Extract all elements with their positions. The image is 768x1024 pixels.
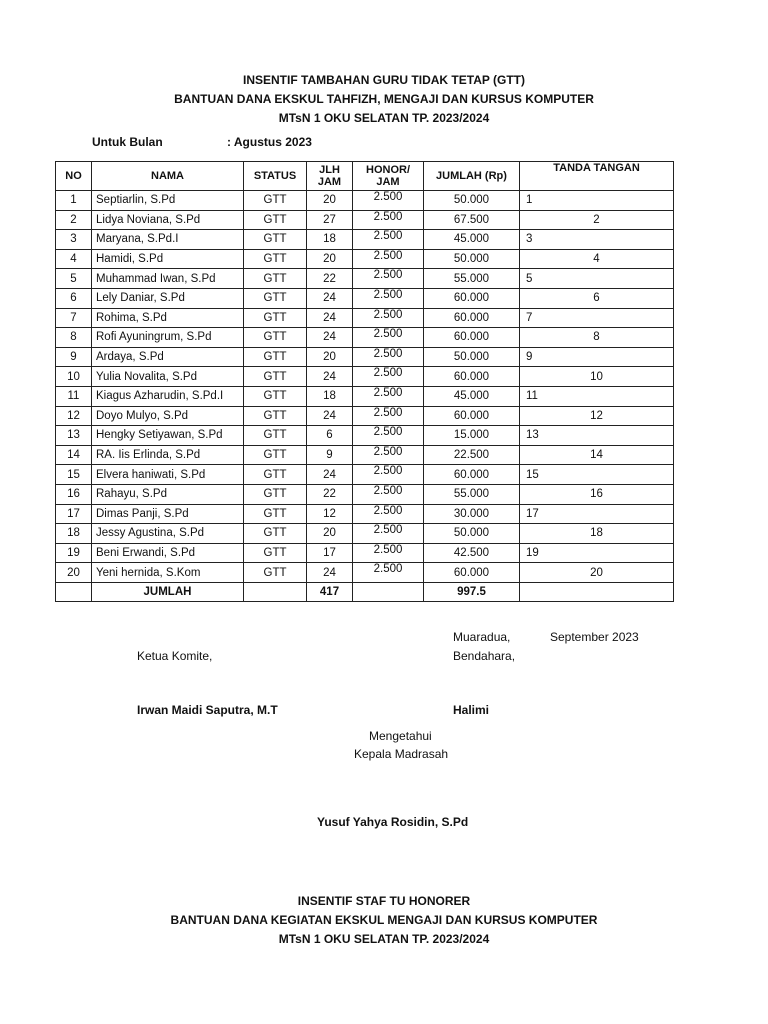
cell-status: GTT [244,249,307,269]
cell-nama: Lely Daniar, S.Pd [92,288,244,308]
table-row [56,328,674,348]
cell-honor: 2.500 [353,524,424,544]
cell-jam: 20 [307,191,353,211]
table-row [56,308,674,328]
table-row [56,347,674,367]
header-no: NO [56,162,92,191]
cell-no: 12 [56,406,92,426]
cell-no: 1 [56,191,92,211]
cell-nama: Beni Erwandi, S.Pd [92,543,244,563]
cell-nama: Rahayu, S.Pd [92,484,244,504]
month-value: : Agustus 2023 [227,135,312,149]
table-row [56,524,674,544]
cell-jumlah: 30.000 [424,504,520,524]
cell-jam: 24 [307,367,353,387]
cell-status: GTT [244,524,307,544]
cell-nama: RA. Iis Erlinda, S.Pd [92,445,244,465]
cell-jam: 22 [307,269,353,289]
total-honor-cell [353,582,424,602]
cell-tanda-tangan: 6 [520,288,674,308]
header-jam-line2: JAM [317,176,342,188]
cell-no: 18 [56,524,92,544]
cell-no: 4 [56,249,92,269]
cell-jam: 22 [307,484,353,504]
table-row [56,465,674,485]
cell-jam: 24 [307,288,353,308]
cell-status: GTT [244,191,307,211]
cell-status: GTT [244,347,307,367]
cell-no: 8 [56,328,92,348]
signature-date: September 2023 [550,630,639,644]
title-line-1: INSENTIF TAMBAHAN GURU TIDAK TETAP (GTT) [243,73,525,87]
header-honor-line1: HONOR/ [366,164,410,176]
cell-jam: 20 [307,524,353,544]
cell-tanda-tangan: 18 [520,524,674,544]
cell-nama: Rohima, S.Pd [92,308,244,328]
kepala-madrasah-name: Yusuf Yahya Rosidin, S.Pd [317,815,469,829]
cell-tanda-tangan: 15 [520,465,674,485]
total-jam: 417 [307,582,353,602]
table-row [56,445,674,465]
cell-honor: 2.500 [353,563,424,583]
cell-honor: 2.500 [353,308,424,328]
cell-jumlah: 60.000 [424,288,520,308]
table-row [56,210,674,230]
cell-no: 17 [56,504,92,524]
header-status: STATUS [244,162,307,191]
ketua-komite-name: Irwan Maidi Saputra, M.T [137,703,278,717]
cell-tanda-tangan: 3 [520,230,674,250]
cell-status: GTT [244,328,307,348]
header-jumlah: JUMLAH (Rp) [424,162,520,191]
cell-jumlah: 50.000 [424,249,520,269]
title-line-2: BANTUAN DANA EKSKUL TAHFIZH, MENGAJI DAN KURSUS KOMPUTER [174,92,594,106]
cell-status: GTT [244,563,307,583]
cell-honor: 2.500 [353,269,424,289]
cell-jumlah: 60.000 [424,308,520,328]
cell-no: 20 [56,563,92,583]
cell-nama: Septiarlin, S.Pd [92,191,244,211]
cell-nama: Hamidi, S.Pd [92,249,244,269]
cell-status: GTT [244,210,307,230]
cell-nama: Lidya Noviana, S.Pd [92,210,244,230]
cell-tanda-tangan: 9 [520,347,674,367]
signature-place: Muaradua, [453,630,511,644]
cell-honor: 2.500 [353,347,424,367]
cell-tanda-tangan: 14 [520,445,674,465]
cell-tanda-tangan: 5 [520,269,674,289]
total-ttd-cell [520,582,674,602]
bendahara-role: Bendahara, [453,649,516,663]
table-row [56,563,674,583]
total-label: JUMLAH [92,582,244,602]
cell-nama: Muhammad Iwan, S.Pd [92,269,244,289]
cell-jumlah: 22.500 [424,445,520,465]
table-row [56,191,674,211]
cell-honor: 2.500 [353,406,424,426]
cell-tanda-tangan: 10 [520,367,674,387]
cell-honor: 2.500 [353,210,424,230]
table-row [56,249,674,269]
cell-jumlah: 45.000 [424,230,520,250]
cell-no: 10 [56,367,92,387]
cell-jumlah: 50.000 [424,524,520,544]
cell-no: 16 [56,484,92,504]
second-title-line-2: BANTUAN DANA KEGIATAN EKSKUL MENGAJI DAN KURSUS KOMPUTER [170,913,598,927]
cell-no: 19 [56,543,92,563]
cell-status: GTT [244,484,307,504]
cell-jam: 20 [307,249,353,269]
cell-no: 11 [56,386,92,406]
cell-no: 6 [56,288,92,308]
cell-jam: 18 [307,386,353,406]
cell-jam: 24 [307,308,353,328]
cell-jam: 12 [307,504,353,524]
cell-honor: 2.500 [353,288,424,308]
cell-nama: Maryana, S.Pd.I [92,230,244,250]
cell-honor: 2.500 [353,465,424,485]
total-no-cell [56,582,92,602]
cell-honor: 2.500 [353,484,424,504]
cell-status: GTT [244,543,307,563]
cell-honor: 2.500 [353,328,424,348]
table-row [56,230,674,250]
cell-no: 14 [56,445,92,465]
total-status-cell [244,582,307,602]
table-row [56,426,674,446]
mengetahui-label: Mengetahui [369,729,432,743]
table-row [56,269,674,289]
cell-nama: Rofi Ayuningrum, S.Pd [92,328,244,348]
ketua-komite-role: Ketua Komite, [137,649,213,663]
month-label: Untuk Bulan [92,135,163,149]
cell-status: GTT [244,504,307,524]
second-title-line-1: INSENTIF STAF TU HONORER [297,894,471,908]
cell-nama: Jessy Agustina, S.Pd [92,524,244,544]
cell-no: 7 [56,308,92,328]
cell-honor: 2.500 [353,504,424,524]
cell-jam: 17 [307,543,353,563]
cell-jumlah: 60.000 [424,563,520,583]
cell-nama: Ardaya, S.Pd [92,347,244,367]
cell-tanda-tangan: 13 [520,426,674,446]
table-row [56,484,674,504]
cell-honor: 2.500 [353,543,424,563]
cell-jumlah: 60.000 [424,328,520,348]
table-row [56,406,674,426]
cell-jumlah: 60.000 [424,406,520,426]
second-title-line-3: MTsN 1 OKU SELATAN TP. 2023/2024 [278,932,490,946]
cell-jumlah: 67.500 [424,210,520,230]
cell-nama: Dimas Panji, S.Pd [92,504,244,524]
cell-honor: 2.500 [353,367,424,387]
cell-nama: Hengky Setiyawan, S.Pd [92,426,244,446]
cell-status: GTT [244,465,307,485]
cell-jumlah: 55.000 [424,484,520,504]
cell-tanda-tangan: 1 [520,191,674,211]
table-header-row [56,162,674,191]
cell-jam: 24 [307,563,353,583]
header-jam-line1: JLH [319,164,340,176]
cell-jam: 18 [307,230,353,250]
cell-no: 2 [56,210,92,230]
cell-honor: 2.500 [353,386,424,406]
cell-honor: 2.500 [353,249,424,269]
cell-tanda-tangan: 7 [520,308,674,328]
table-body [56,191,674,602]
bendahara-name: Halimi [453,703,490,717]
total-jumlah: 997.5 [424,582,520,602]
table-row [56,543,674,563]
cell-no: 15 [56,465,92,485]
cell-status: GTT [244,386,307,406]
cell-honor: 2.500 [353,445,424,465]
cell-no: 13 [56,426,92,446]
cell-tanda-tangan: 4 [520,249,674,269]
cell-jumlah: 50.000 [424,191,520,211]
second-section-title [0,892,768,949]
cell-tanda-tangan: 11 [520,386,674,406]
cell-status: GTT [244,406,307,426]
cell-jam: 24 [307,465,353,485]
table-row [56,288,674,308]
total-row [56,582,674,602]
cell-tanda-tangan: 2 [520,210,674,230]
month-row [92,135,312,149]
cell-nama: Elvera haniwati, S.Pd [92,465,244,485]
cell-tanda-tangan: 20 [520,563,674,583]
cell-jam: 24 [307,328,353,348]
cell-honor: 2.500 [353,230,424,250]
payment-table [55,161,674,602]
cell-no: 9 [56,347,92,367]
kepala-madrasah-role: Kepala Madrasah [354,747,449,761]
cell-nama: Yeni hernida, S.Kom [92,563,244,583]
cell-status: GTT [244,426,307,446]
title-line-3: MTsN 1 OKU SELATAN TP. 2023/2024 [278,111,490,125]
cell-jam: 27 [307,210,353,230]
header-honor [353,162,424,191]
cell-tanda-tangan: 17 [520,504,674,524]
cell-status: GTT [244,445,307,465]
cell-jumlah: 60.000 [424,465,520,485]
table-row [56,367,674,387]
header-jam [307,162,353,191]
cell-nama: Kiagus Azharudin, S.Pd.I [92,386,244,406]
document-title [0,71,768,128]
table-row [56,386,674,406]
table-row [56,504,674,524]
cell-tanda-tangan: 12 [520,406,674,426]
cell-tanda-tangan: 19 [520,543,674,563]
header-nama: NAMA [92,162,244,191]
cell-jam: 6 [307,426,353,446]
cell-jam: 20 [307,347,353,367]
cell-status: GTT [244,269,307,289]
cell-jumlah: 15.000 [424,426,520,446]
cell-nama: Yulia Novalita, S.Pd [92,367,244,387]
cell-no: 5 [56,269,92,289]
cell-jumlah: 50.000 [424,347,520,367]
cell-jumlah: 45.000 [424,386,520,406]
cell-status: GTT [244,288,307,308]
cell-status: GTT [244,230,307,250]
header-honor-line2: JAM [376,176,400,188]
cell-jumlah: 55.000 [424,269,520,289]
cell-jam: 24 [307,406,353,426]
cell-jam: 9 [307,445,353,465]
cell-jumlah: 60.000 [424,367,520,387]
header-tanda-tangan: TANDA TANGAN [520,162,674,191]
cell-no: 3 [56,230,92,250]
cell-jumlah: 42.500 [424,543,520,563]
cell-honor: 2.500 [353,191,424,211]
cell-nama: Doyo Mulyo, S.Pd [92,406,244,426]
cell-tanda-tangan: 16 [520,484,674,504]
cell-tanda-tangan: 8 [520,328,674,348]
cell-status: GTT [244,367,307,387]
cell-status: GTT [244,308,307,328]
cell-honor: 2.500 [353,426,424,446]
